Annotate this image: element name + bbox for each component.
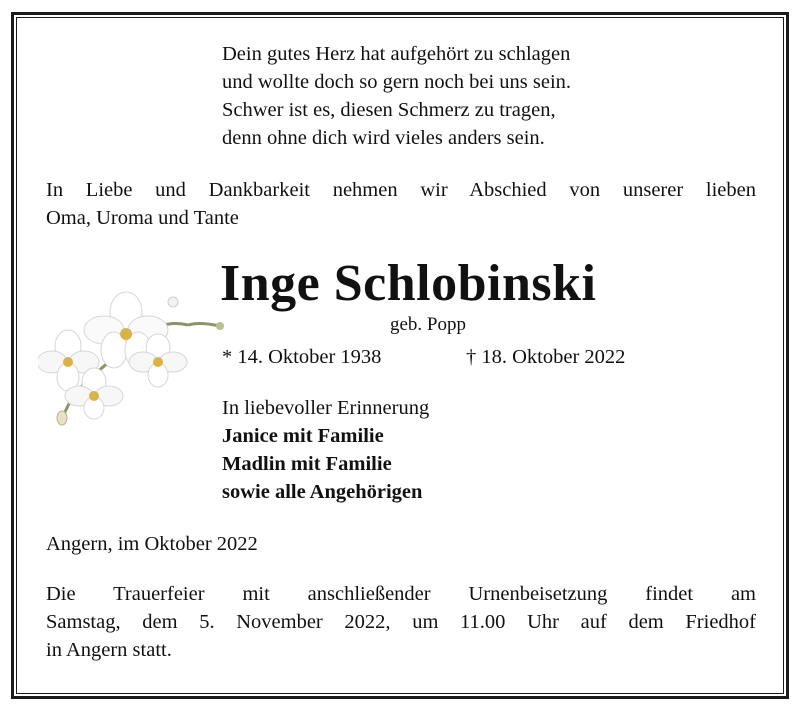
mourner-name: Madlin mit Familie — [222, 453, 392, 475]
service-line-2: Samstag, dem 5. November 2022, um 11.00 Uhr auf dem Friedhof — [46, 611, 756, 633]
mourner-name: sowie alle Angehörigen — [222, 481, 423, 503]
intro-line-1: In Liebe und Dankbarkeit nehmen wir Abschied von unserer lieben — [46, 179, 756, 201]
poem-line: und wollte doch so gern noch bei uns sein. — [222, 71, 572, 93]
poem-line: Schwer ist es, diesen Schmerz zu tragen, — [222, 99, 556, 121]
intro-text — [46, 176, 756, 232]
orchid-image — [38, 280, 228, 430]
poem-line: Dein gutes Herz hat aufgehört zu schlagen — [222, 43, 571, 65]
mourners-block — [222, 394, 429, 506]
death-date: † 18. Oktober 2022 — [466, 346, 626, 368]
mourners-intro: In liebevoller Erinnerung — [222, 397, 430, 419]
service-line-1: Die Trauerfeier mit anschließender Urnenbeisetzung findet am — [46, 583, 756, 605]
poem-line: denn ohne dich wird vieles anders sein. — [222, 127, 545, 149]
intro-line-2: Oma, Uroma und Tante — [46, 207, 239, 229]
service-line-3: in Angern statt. — [46, 639, 172, 661]
place-date: Angern, im Oktober 2022 — [46, 533, 258, 555]
deceased-name: Inge Schlobinski — [220, 255, 597, 312]
mourner-name: Janice mit Familie — [222, 425, 384, 447]
service-info — [46, 580, 756, 664]
maiden-name: geb. Popp — [390, 314, 466, 335]
poem — [222, 40, 642, 152]
birth-date: * 14. Oktober 1938 — [222, 346, 382, 368]
